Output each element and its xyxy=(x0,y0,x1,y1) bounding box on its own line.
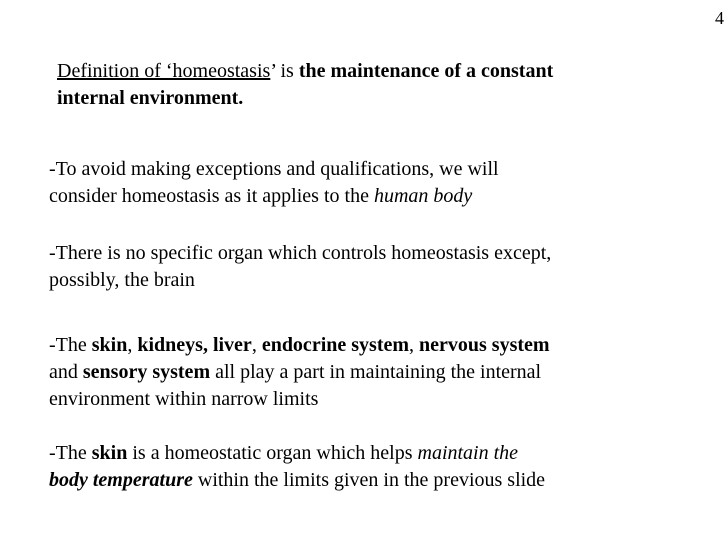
paragraph-no-specific-organ-line1: -There is no specific organ which controls homeostasis except, xyxy=(49,242,552,264)
paragraph-organs-sep1: , xyxy=(127,334,138,356)
definition-meaning-line1: the maintenance of a constant xyxy=(298,60,554,82)
paragraph-organs-line3: environment within narrow limits xyxy=(49,388,319,410)
organ-skin: skin xyxy=(91,334,128,356)
organ-endocrine-system: endocrine system xyxy=(261,334,410,356)
paragraph-organs-and: and xyxy=(49,361,83,383)
paragraph-skin-middle: is a homeostatic organ which helps xyxy=(127,442,418,464)
paragraph-exceptions-line2: consider homeostasis as it applies to the xyxy=(49,185,374,207)
paragraph-skin-term: skin xyxy=(91,442,128,464)
page-number: 4 xyxy=(715,8,724,28)
definition-closing-quote: ’ is xyxy=(270,60,299,82)
paragraph-organs xyxy=(49,332,550,413)
paragraph-no-specific-organ-line2: possibly, the brain xyxy=(49,269,195,291)
paragraph-skin-prefix: -The xyxy=(49,442,92,464)
paragraph-skin-rest: within the limits given in the previous slide xyxy=(192,469,546,491)
definition-paragraph xyxy=(57,58,553,112)
paragraph-organs-line2-rest: all play a part in maintaining the internal xyxy=(210,361,542,383)
paragraph-exceptions-line1: -To avoid making exceptions and qualifications, we will xyxy=(49,158,499,180)
paragraph-skin-maintain: maintain the xyxy=(417,442,519,464)
definition-meaning-line2: internal environment. xyxy=(57,87,244,109)
organ-nervous-system: nervous system xyxy=(419,334,550,356)
paragraph-organs-sep3: , xyxy=(409,334,420,356)
organ-kidneys-liver: kidneys, liver xyxy=(137,334,252,356)
paragraph-exceptions-emphasis: human body xyxy=(373,185,473,207)
paragraph-exceptions xyxy=(49,156,499,210)
paragraph-no-specific-organ xyxy=(49,240,551,294)
paragraph-skin-temperature xyxy=(49,440,545,494)
paragraph-organs-sep2: , xyxy=(251,334,262,356)
paragraph-organs-prefix: -The xyxy=(49,334,92,356)
paragraph-skin-body-temperature: body temperature xyxy=(49,469,193,491)
organ-sensory-system: sensory system xyxy=(82,361,211,383)
definition-term: Definition of ‘homeostasis xyxy=(57,60,271,82)
